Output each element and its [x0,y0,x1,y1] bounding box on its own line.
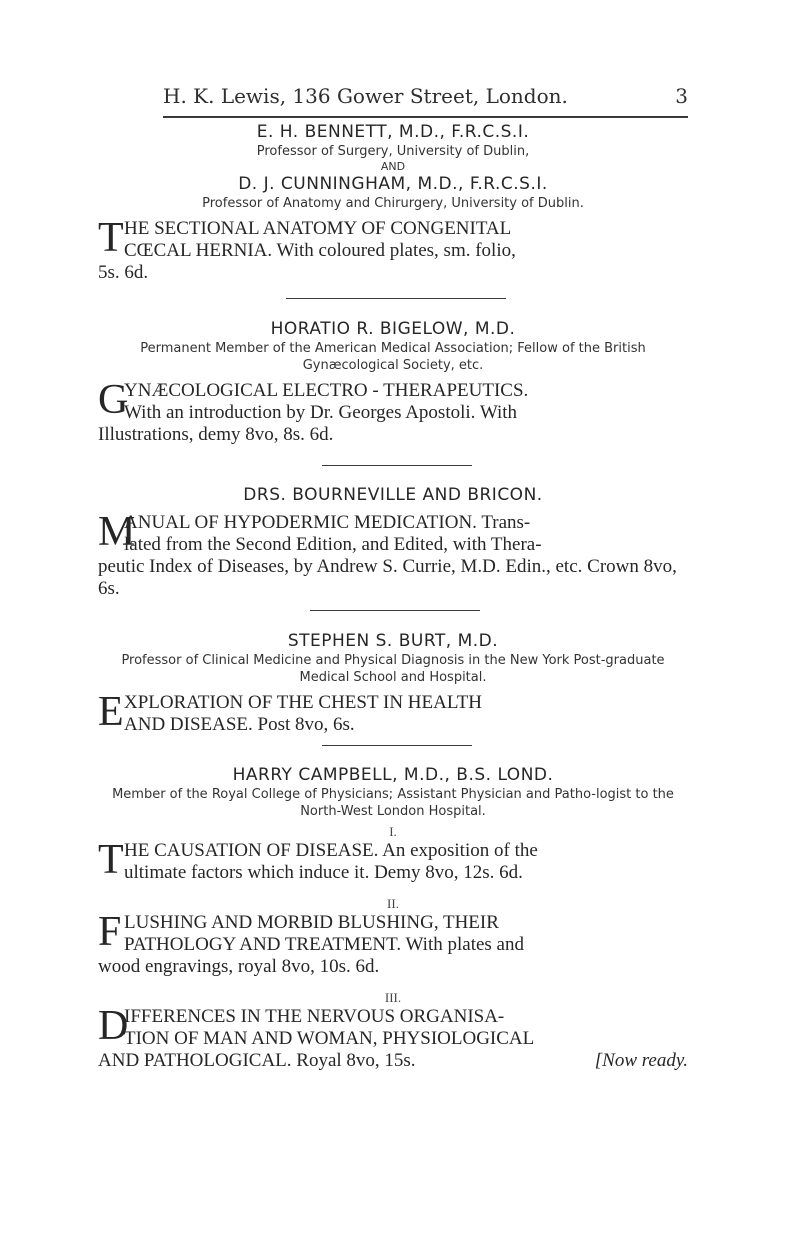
author-description: Professor of Surgery, University of Dublin, [256,144,530,159]
section-rule [310,610,480,611]
author-name: HORATIO R. BIGELOW, M.D. [270,319,516,339]
work-line-2: PATHOLOGY AND TREATMENT. With plates and [124,934,524,955]
work-title [98,837,688,884]
author-description: Professor of Anatomy and Chirurgery, University of Dublin. [202,196,584,211]
entry-bourneville-bricon [98,484,688,600]
work-line-1: HE SECTIONAL ANATOMY OF CONGENITAL [124,218,512,239]
work-line-rest-text: AND PATHOLOGICAL. Royal 8vo, 15s. [98,1050,416,1071]
author-description: Professor of Clinical Medicine and Physical Diagnosis in the New York Post-graduate Medical School and Hospital. [121,653,665,685]
work-line-2: ultimate factors which induce it. Demy 8vo, 12s. 6d. [124,862,523,883]
author-name: DRS. BOURNEVILLE AND BRICON. [243,485,543,505]
section-rule [322,465,472,466]
work-line-rest [98,1050,688,1072]
drop-initial: T [98,837,124,883]
work-line-1: IFFERENCES IN THE NERVOUS ORGANISA- [124,1006,505,1027]
work-line-1: LUSHING AND MORBID BLUSHING, THEIR [124,912,499,933]
entry-bennett-cunningham [98,121,688,284]
author-name: E. H. BENNETT, M.D., F.R.C.S.I. [256,122,530,142]
section-rule [322,745,472,746]
work-numeral: I. [389,824,397,839]
entry-burt [98,630,688,736]
drop-initial: M [98,509,136,555]
author-name: HARRY CAMPBELL, M.D., B.S. LOND. [232,765,554,785]
drop-initial: G [98,377,129,423]
work-line-2: AND DISEASE. Post 8vo, 6s. [124,714,355,735]
work-title [98,509,688,600]
author-description: Member of the Royal College of Physicians; Assistant Physician and Patho-logist to the North-West London Hospital. [112,787,674,819]
author-name: STEPHEN S. BURT, M.D. [287,631,499,651]
author-description: Permanent Member of the American Medical Association; Fellow of the British Gynæcological Society, etc. [140,341,646,373]
section-rule [286,298,506,299]
work-line-1: ANUAL OF HYPODERMIC MEDICATION. Trans- [124,512,531,533]
work-line-rest: peutic Index of Diseases, by Andrew S. Currie, M.D. Edin., etc. Crown 8vo, 6s. [98,556,677,599]
entry-campbell [98,764,688,1072]
work-title [98,689,688,736]
head-rule [163,116,688,118]
work-title [98,1003,688,1072]
availability-note: [Now ready. [594,1050,688,1071]
work-line-2: lated from the Second Edition, and Edited, with Thera- [124,534,542,555]
work-numeral: III. [384,990,402,1005]
work-line-2: With an introduction by Dr. Georges Apostoli. With [124,402,518,423]
page-number: 3 [675,84,688,108]
work-line-1: YNÆCOLOGICAL ELECTRO - THERAPEUTICS. [124,380,529,401]
work-line-rest: wood engravings, royal 8vo, 10s. 6d. [98,956,380,977]
drop-initial: T [98,215,124,261]
work-title [98,215,688,284]
drop-initial: F [98,909,122,955]
entry-bigelow [98,318,688,446]
work-numeral: II. [387,896,399,911]
work-line-1: HE CAUSATION OF DISEASE. An exposition of the [124,840,538,861]
work-line-2: TION OF MAN AND WOMAN, PHYSIOLOGICAL [124,1028,535,1049]
work-line-rest: 5s. 6d. [98,262,149,283]
work-title [98,377,688,446]
running-head-title: H. K. Lewis, 136 Gower Street, London. [163,84,568,108]
work-title [98,909,688,978]
work-line-2: CŒCAL HERNIA. With coloured plates, sm. folio, [124,240,516,261]
drop-initial: D [98,1003,129,1049]
work-line-1: XPLORATION OF THE CHEST IN HEALTH [124,692,483,713]
and-separator: AND [380,160,406,173]
drop-initial: E [98,689,124,735]
running-head [163,84,688,118]
work-line-rest: Illustrations, demy 8vo, 8s. 6d. [98,424,334,445]
author-name: D. J. CUNNINGHAM, M.D., F.R.C.S.I. [238,174,548,194]
